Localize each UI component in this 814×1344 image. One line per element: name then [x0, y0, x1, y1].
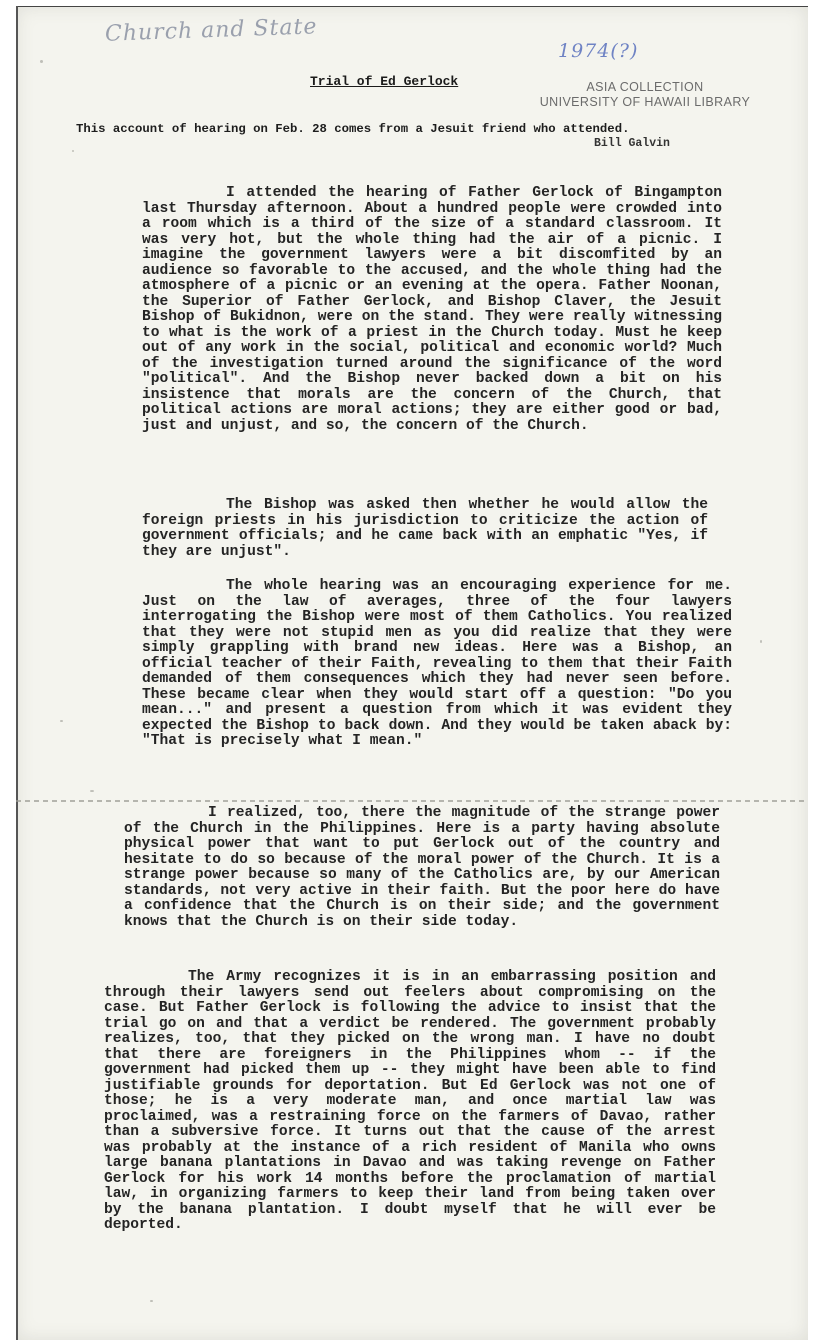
page-fold-line: [16, 800, 808, 802]
signer-name: Bill Galvin: [594, 137, 670, 150]
paper-speck: [150, 1300, 153, 1302]
stamp-line-1: ASIA COLLECTION: [586, 80, 704, 94]
body-paragraph-3: The whole hearing was an encouraging experience for me. Just on the law of averages, three of the four lawyers interrogating the Bishop were most of them Catholics. You realized that they were not stupid men as you did realize that they were simply grappling with brand new ideas. Here was a Bishop, an official teacher of their Faith, revealing to them that their Faith demanded of them consequences which they had never seen before. These became clear when they would start off a question: "Do you mean..." and present a question from which it was evident they expected the Bishop to back down. And they would be taken aback by: "That is precisely what I mean.": [142, 578, 732, 749]
paper-speck: [90, 790, 94, 792]
document-title: Trial of Ed Gerlock: [310, 74, 459, 89]
intro-line: This account of hearing on Feb. 28 comes from a Jesuit friend who attended.: [76, 122, 630, 136]
body-paragraph-5: The Army recognizes it is in an embarrassing position and through their lawyers send out feelers about compromising on the case. But Father Gerlock is following the advice to insist that the trial go on and that a verdict be rendered. The government probably realizes, too, that they picked on the wrong man. I have no doubt that there are foreigners in the Philippines whom -- if the government had picked them up -- they might have been able to find justifiable grounds for deportation. But Ed Gerlock was not one of those; he is a very moderate man, and once martial law was proclaimed, was a restraining force on the farmers of Davao, rather than a subversive force. It turns out that the cause of the arrest was probably at the instance of a rich resident of Manila who owns large banana plantations in Davao and was taking revenge on Father Gerlock for his work 14 months before the proclamation of martial law, in organizing farmers to keep their land from being taken over by the banana plantation. I doubt myself that he will ever be deported.: [104, 969, 716, 1233]
page-edge-top: [16, 6, 808, 7]
body-paragraph-1: I attended the hearing of Father Gerlock of Bingampton last Thursday afternoon. About a hundred people were crowded into a room which is a third of the size of a standard classroom. It was very hot, but the whole thing had the air of a picnic. I imagine the government lawyers were a bit discomfited by an audience so favorable to the accused, and the whole thing had the atmosphere of a picnic or an evening at the opera. Father Noonan, the Superior of Father Gerlock, and Bishop Claver, the Jesuit Bishop of Bukidnon, were on the stand. They were really witnessing to what is the work of a priest in the Church today. Must he keep out of any work in the social, political and economic world? Much of the investigation turned around the significance of the word "political". And the Bishop never backed down a bit on his insistence that morals are the concern of the Church, that political actions are moral actions; they are either good or bad, just and unjust, and so, the concern of the Church.: [142, 185, 722, 434]
stamp-line-2: UNIVERSITY OF HAWAII LIBRARY: [539, 95, 751, 109]
page-edge-left: [16, 6, 18, 1340]
paper-speck: [760, 640, 762, 643]
handwritten-note-right: 1974(?): [558, 40, 639, 62]
paper-speck: [72, 150, 74, 152]
paper-speck: [40, 60, 43, 63]
body-paragraph-4: I realized, too, there the magnitude of the strange power of the Church in the Philippines. Here is a party having absolute physical power that want to put Gerlock out of the country and hesitate to do so because of the moral power of the Church. It is a strange power because so many of the Catholics are, by our American standards, not very active in their faith. But the poor here do have a confidence that the Church is on their side; and the government knows that the Church is on their side today.: [124, 805, 720, 930]
handwritten-note-left: Church and State: [104, 14, 318, 47]
paper-speck: [60, 720, 63, 722]
library-stamp: [535, 80, 755, 110]
body-paragraph-2: The Bishop was asked then whether he would allow the foreign priests in his jurisdiction to criticize the action of government officials; and he came back with an emphatic "Yes, if they are unjust".: [142, 497, 708, 560]
